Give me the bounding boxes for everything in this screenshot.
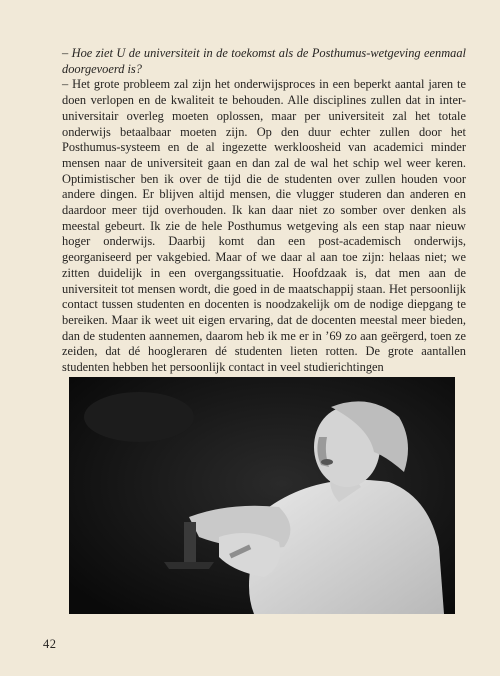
interview-question: – Hoe ziet U de universiteit in de toekomst als de Posthumus-wetgeving eenmaal doorgevoerd is? (62, 46, 466, 76)
interview-answer: – Het grote probleem zal zijn het onderwijsproces in een beperkt aantal jaren te doen verlopen en de kwaliteit te behouden. Alle disciplines zullen dat in inter-universitair overleg moeten oplossen, maar per universiteit zal het totale onderwijs betaalbaar moeten zijn. Op den duur echter zullen door het Posthumus-systeem en de al ingezette werkloosheid van academici minder mensen naar de universiteit gaan en dan zal de wal het schip wel weer keren. Optimistischer ben ik over de tijd die de studenten over zullen houden voor andere dingen. Er blijven altijd mensen, die vlugger studeren dan anderen en daardoor meer tijd overhouden. Ik kan daar niet zo somber over denken als meestal gebeurt. Ik zie de hele Posthumus wetgeving als een stap naar nieuw hoger onderwijs. Daarbij komt dan een post-academisch onderwijs, georganiseerd per vakgebied. Maar of we daar al aan toe zijn: helaas niet; we zitten duidelijk in een overgangssituatie. Hoofdzaak is, dat men aan de universiteit tot mensen wordt, die goed in de maatschappij staan. Het persoonlijk contact tussen studenten en docenten is noodzakelijk om de nodige diepgang te bereiken. Maar ik weet uit eigen ervaring, dat de docenten meestal meer bieden, dan de studenten aannemen, daarom heb ik me er in ’69 zo aan geërgerd, toen ze zeiden, dat dé hoogleraren dé studenten lieten rotten. De grote aantallen studenten hebben het persoonlijk contact in veel studierichtingen (62, 77, 466, 375)
page-number: 42 (43, 637, 57, 651)
portrait-photo (69, 377, 455, 614)
article-text (62, 46, 466, 376)
